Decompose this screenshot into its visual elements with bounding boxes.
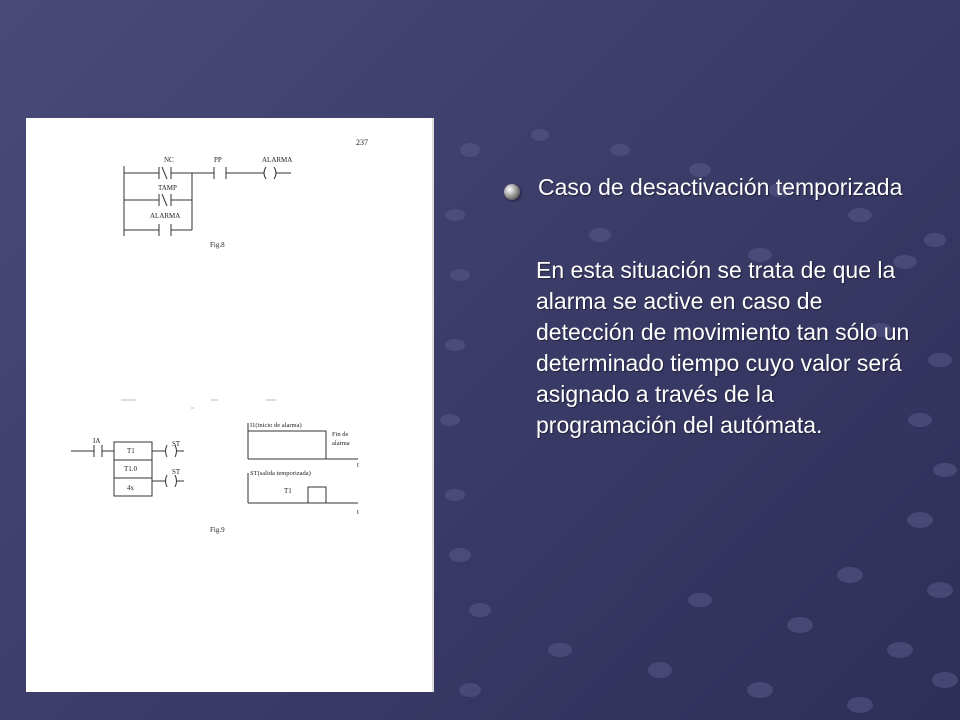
slide-text-area (500, 172, 920, 441)
label-t1: T1 (127, 447, 135, 455)
timing-fin-label-1: Fin de (332, 431, 349, 438)
label-tamp: TAMP (158, 184, 177, 192)
bullet-item (500, 172, 920, 203)
paragraph-text: En esta situación se trata de que la alarma se active en caso de detección de movimiento tan sólo un determinado tiempo cuyo valor será asignado a través de la programación del autómata. (536, 257, 910, 438)
timing-t-axis-1: t (357, 461, 359, 469)
label-ia: IA (93, 437, 101, 445)
label-alarma-contact: ALARMA (150, 212, 181, 220)
figure-9-caption: Fig.9 (210, 526, 225, 534)
timing-i1-label: I1(inicio de alarma) (250, 422, 302, 429)
label-st-2: ST (172, 468, 181, 476)
bullet-sphere-icon (504, 184, 520, 200)
timing-t1-label: T1 (284, 487, 292, 495)
figure-8-caption: Fig.8 (210, 241, 225, 249)
label-t1-0: T1.0 (124, 465, 138, 473)
figure-8-ladder (124, 166, 291, 236)
timing-fin-label-2: alarma (332, 440, 350, 447)
timing-t-axis-2: t (357, 508, 359, 516)
scanned-diagram-page (26, 118, 434, 692)
timing-st-label: ST(salida temporizada) (250, 470, 311, 477)
label-pp: PP (214, 156, 222, 164)
bullet-heading: Caso de desactivación temporizada (538, 174, 903, 200)
page-number: 237 (356, 138, 368, 147)
description-paragraph (500, 255, 920, 441)
label-nc: NC (164, 156, 174, 164)
label-time-4x: 4x (127, 484, 134, 492)
label-alarma-coil: ALARMA (262, 156, 293, 164)
faint-scan-marks (121, 400, 276, 408)
ladder-diagram-figures (26, 118, 432, 692)
label-st-1: ST (172, 440, 181, 448)
